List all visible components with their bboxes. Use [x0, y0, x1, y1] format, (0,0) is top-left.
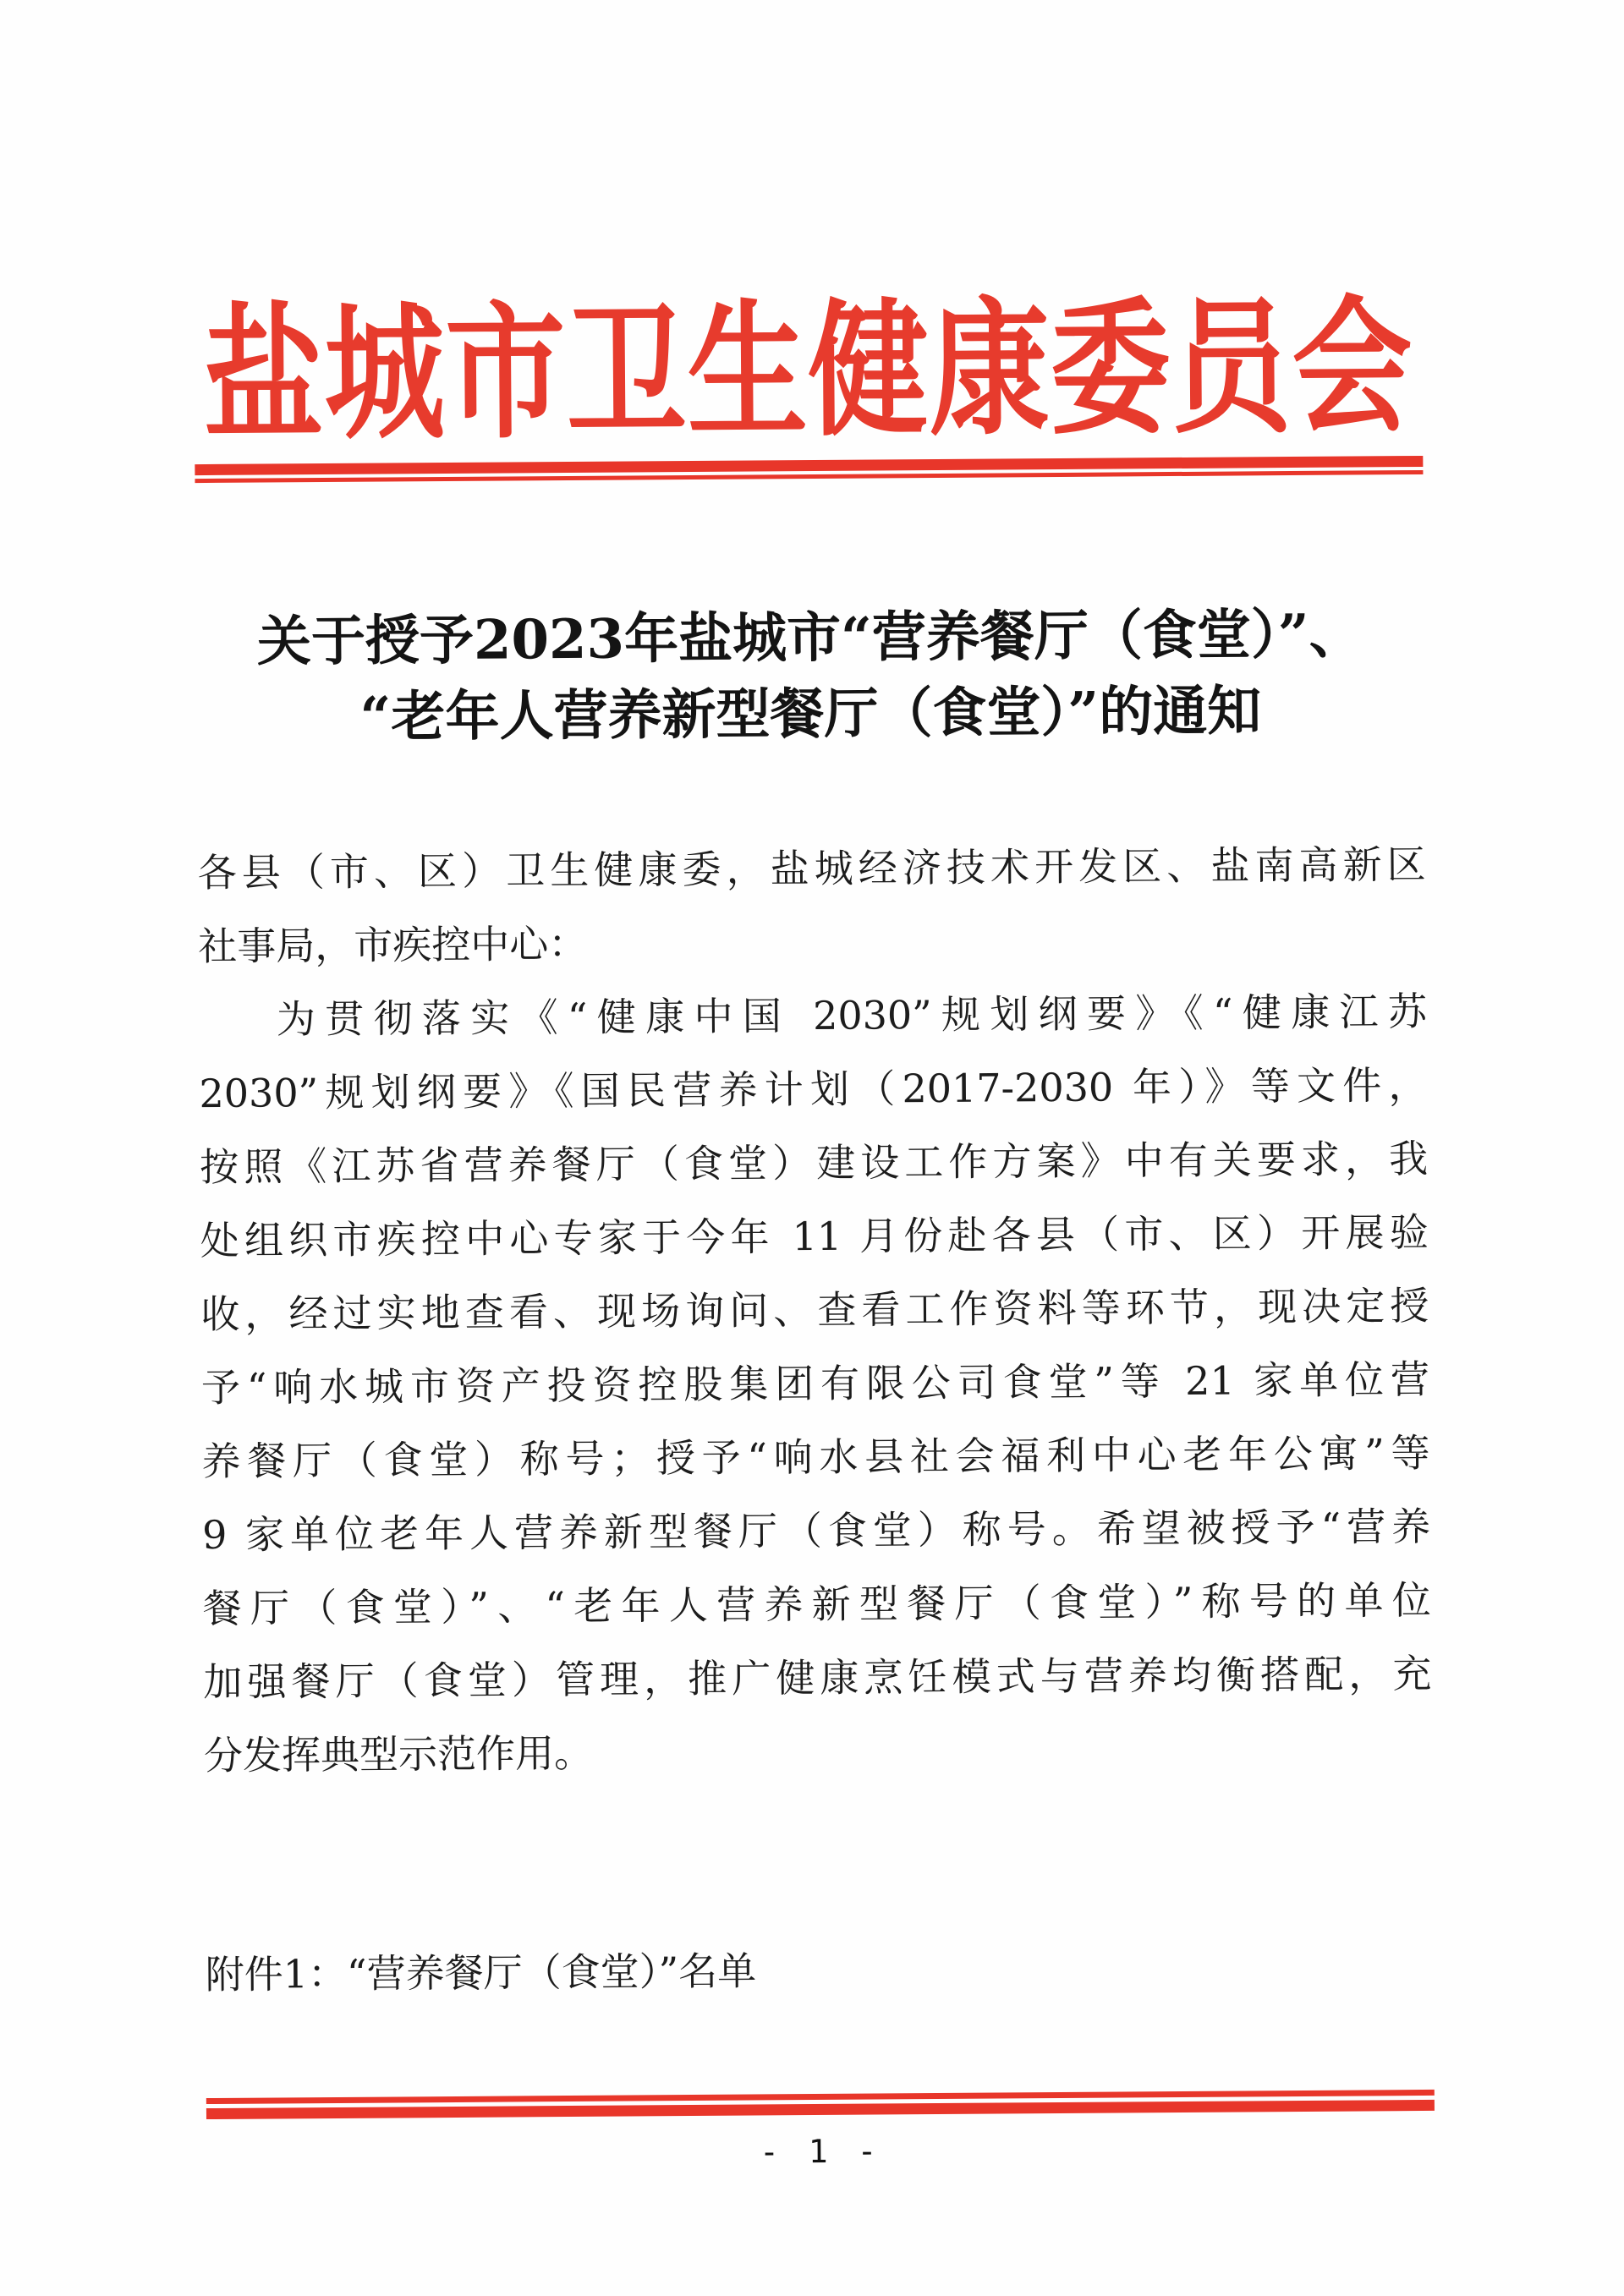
page-number: - 1 -: [759, 2132, 882, 2171]
attachment-note: 附件1：“营养餐厅（食堂）”名单: [205, 1948, 757, 1998]
salutation-line-2: 社事局，市疾控中心：: [198, 920, 588, 970]
document-title: [195, 596, 1424, 757]
document-title-line-1: 关于授予2023年盐城市“营养餐厅（食堂）”、: [256, 602, 1363, 674]
body-line: 餐厅（食堂）”、“老年人营养新型餐厅（食堂）”称号的单位: [202, 1576, 1431, 1632]
body-line: 处组织市疾控中心专家于今年 11 月份赴各县（市、区）开展验: [200, 1208, 1429, 1264]
body-line: 为贯彻落实《“健康中国 2030”规划纲要》《“健康江苏: [276, 988, 1428, 1043]
body-line: 收，经过实地查看、现场询问、查看工作资料等环节，现决定授: [200, 1282, 1429, 1338]
body-line: 按照《江苏省营养餐厅（食堂）建设工作方案》中有关要求，我: [199, 1135, 1429, 1191]
body-line: 予“响水城市资产投资控股集团有限公司食堂”等 21 家单位营: [200, 1356, 1430, 1411]
body-line: 养餐厅（食堂）称号；授予“响水县社会福利中心老年公寓”等: [201, 1429, 1430, 1485]
document-body: [197, 828, 1432, 1793]
document-content: [192, 0, 1436, 2296]
agency-header-title: 盐城市卫生健康委员会: [202, 281, 1414, 462]
document-title-line-2: “老年人营养新型餐厅（食堂）”的通知: [359, 679, 1262, 749]
body-line: 加强餐厅（食堂）管理，推广健康烹饪模式与营养均衡搭配，充: [203, 1650, 1432, 1706]
body-line: 9 家单位老年人营养新型餐厅（食堂）称号。希望被授予“营养: [201, 1503, 1431, 1559]
body-line: 2030”规划纲要》《国民营养计划（2017-2030 年）》等文件，: [199, 1061, 1428, 1117]
salutation-line-1: 各县（市、区）卫生健康委，盐城经济技术开发区、盐南高新区: [197, 841, 1426, 896]
body-line: 分发挥典型示范作用。: [203, 1729, 594, 1779]
